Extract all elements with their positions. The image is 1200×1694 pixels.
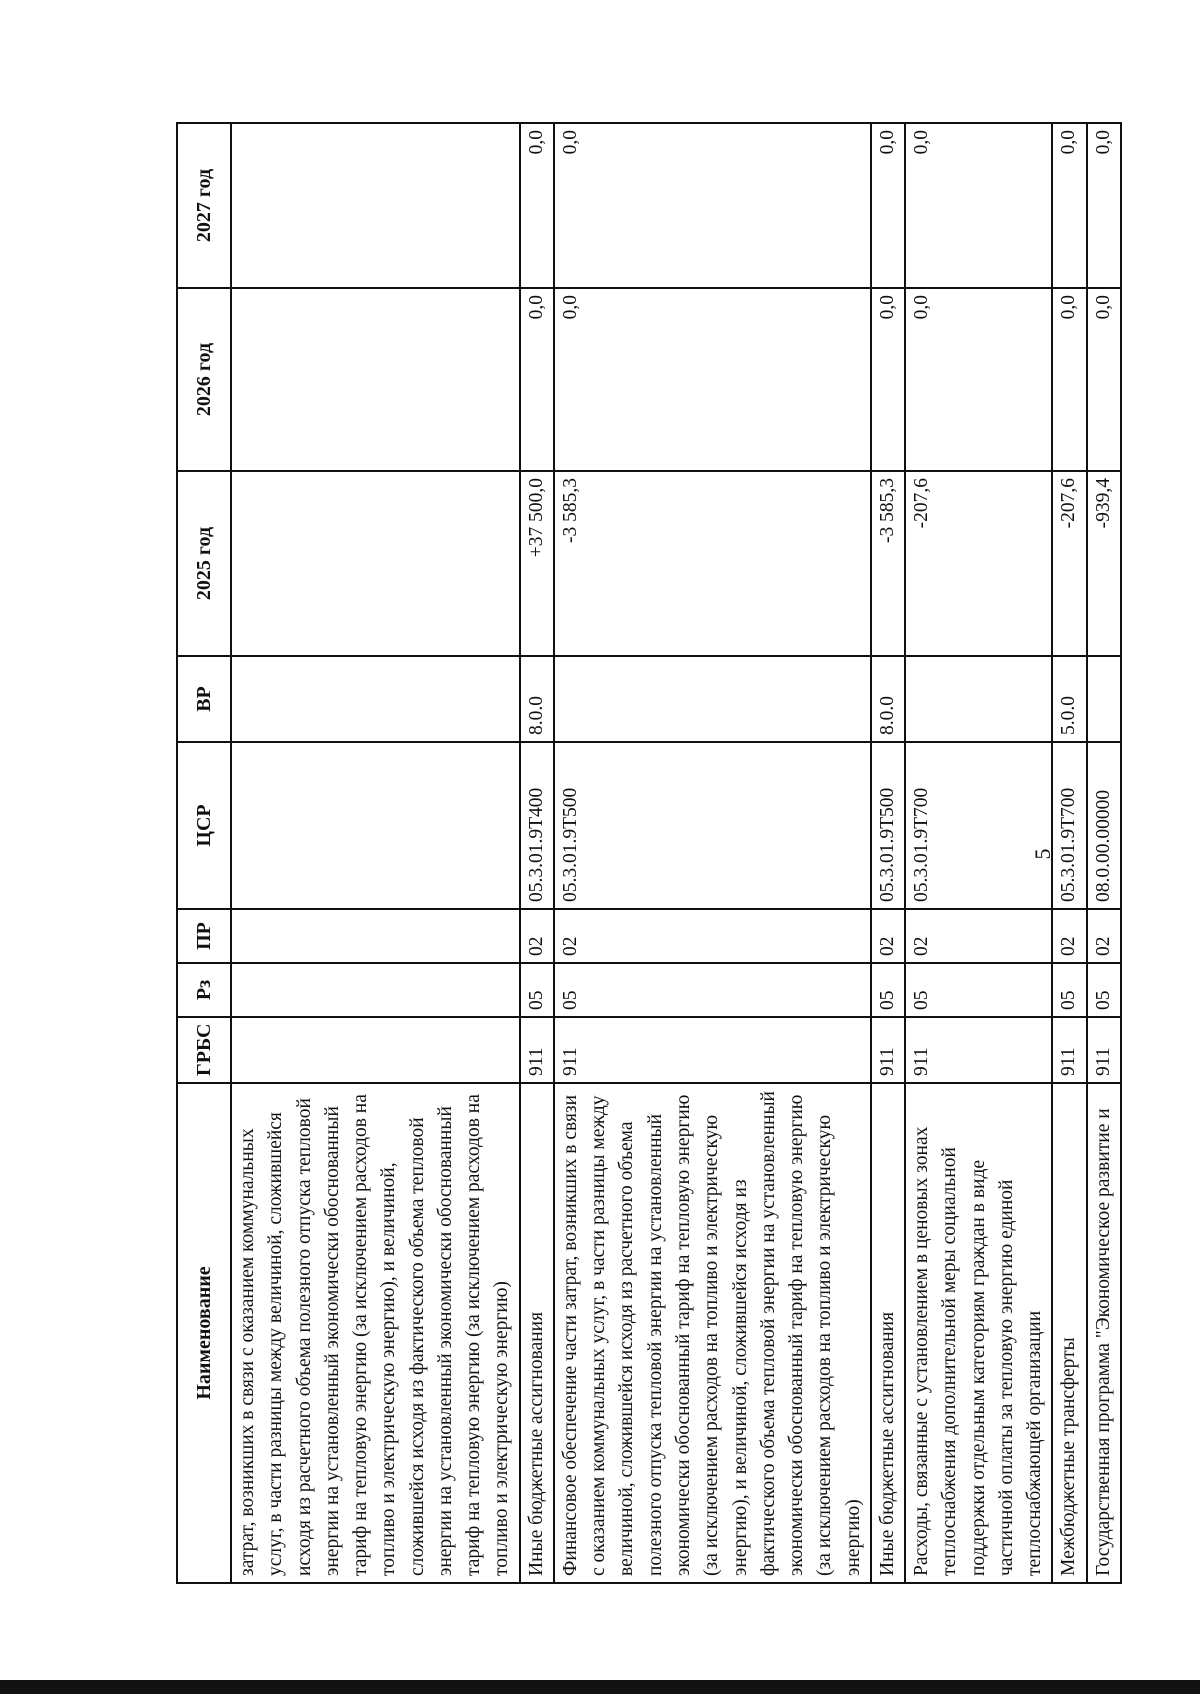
row-pr: 02 xyxy=(1052,909,1086,963)
row-csr: 05.3.01.9Т700 xyxy=(1052,742,1086,909)
row-2027: 0,0 xyxy=(871,123,905,288)
row-name: затрат, возникших в связи с оказанием коммунальных услуг, в части разницы между величиной, сложившейся исходя из расчетного объема полезного отпуска тепловой энергии на установленный экономически обоснованный тариф на тепловую энергию (за исключением расходов на топливо и электрическую энергию), и величиной, сложившейся исходя из фактического объема тепловой энергии на установленный экономически обоснованный тариф на тепловую энергию (за исключением расходов на топливо и электрическую энергию) xyxy=(231,1083,520,1583)
row-vr xyxy=(1087,656,1121,742)
row-csr: 08.0.00.00000 xyxy=(1087,742,1121,909)
row-2025: -939,4 xyxy=(1087,471,1121,656)
row-csr xyxy=(231,742,520,909)
row-csr: 05.3.01.9Т500 xyxy=(871,742,905,909)
table-header-row xyxy=(177,123,231,1583)
row-grbs: 911 xyxy=(871,1017,905,1083)
row-2025: +37 500,0 xyxy=(520,471,554,656)
header-2026: 2026 год xyxy=(177,288,231,471)
header-2025: 2025 год xyxy=(177,471,231,656)
row-2026: 0,0 xyxy=(1087,288,1121,471)
row-pr: 02 xyxy=(905,909,1052,963)
header-rz: Рз xyxy=(177,963,231,1017)
row-rz: 05 xyxy=(905,963,1052,1017)
row-2026: 0,0 xyxy=(1052,288,1086,471)
row-2026: 0,0 xyxy=(554,288,871,471)
row-2027: 0,0 xyxy=(1052,123,1086,288)
table-row xyxy=(871,123,905,1583)
row-rz: 05 xyxy=(554,963,871,1017)
header-vr: ВР xyxy=(177,656,231,742)
row-name: Иные бюджетные ассигнования xyxy=(871,1083,905,1583)
row-vr: 8.0.0 xyxy=(871,656,905,742)
row-2026: 0,0 xyxy=(871,288,905,471)
row-grbs: 911 xyxy=(1087,1017,1121,1083)
row-2025: -3 585,3 xyxy=(554,471,871,656)
row-2025: -207,6 xyxy=(905,471,1052,656)
row-rz: 05 xyxy=(1087,963,1121,1017)
row-2025: -207,6 xyxy=(1052,471,1086,656)
row-grbs: 911 xyxy=(905,1017,1052,1083)
header-2027: 2027 год xyxy=(177,123,231,288)
row-vr xyxy=(231,656,520,742)
row-2026: 0,0 xyxy=(905,288,1052,471)
row-vr: 5.0.0 xyxy=(1052,656,1086,742)
table-row xyxy=(520,123,554,1583)
row-name: Государственная программа "Экономическое развитие и xyxy=(1087,1083,1121,1583)
row-rz: 05 xyxy=(1052,963,1086,1017)
row-grbs xyxy=(231,1017,520,1083)
row-rz: 05 xyxy=(520,963,554,1017)
page-number: 5 xyxy=(1030,848,1055,860)
row-pr: 02 xyxy=(871,909,905,963)
row-2027: 0,0 xyxy=(554,123,871,288)
row-vr: 8.0.0 xyxy=(520,656,554,742)
header-grbs: ГРБС xyxy=(177,1017,231,1083)
row-name: Финансовое обеспечение части затрат, возникших в связи с оказанием коммунальных услуг, в части разницы между величиной, сложившейся исходя из расчетного объема полезного отпуска тепловой энергии на установленный экономически обоснованный тариф на тепловую энергию (за исключением расходов на топливо и электрическую энергию), и величиной, сложившейся исходя из фактического объема тепловой энергии на установленный экономически обоснованный тариф на тепловую энергию (за исключением расходов на топливо и электрическую энергию) xyxy=(554,1083,871,1583)
row-2026: 0,0 xyxy=(520,288,554,471)
row-name: Расходы, связанные с установлением в ценовых зонах теплоснабжения дополнительной меры социальной поддержки отдельным категориям граждан в виде частичной оплаты за тепловую энергию единой теплоснабжающей организации xyxy=(905,1083,1052,1583)
budget-table xyxy=(176,122,1122,1584)
row-2025 xyxy=(231,471,520,656)
row-pr: 02 xyxy=(520,909,554,963)
row-2027: 0,0 xyxy=(520,123,554,288)
rotated-page xyxy=(176,124,1114,1584)
table-row xyxy=(554,123,871,1583)
row-pr xyxy=(231,909,520,963)
header-csr: ЦСР xyxy=(177,742,231,909)
row-vr xyxy=(554,656,871,742)
row-pr: 02 xyxy=(1087,909,1121,963)
row-2026 xyxy=(231,288,520,471)
header-pr: ПР xyxy=(177,909,231,963)
scan-bottom-edge xyxy=(0,1680,1200,1694)
table-row xyxy=(1087,123,1121,1583)
row-name: Иные бюджетные ассигнования xyxy=(520,1083,554,1583)
row-pr: 02 xyxy=(554,909,871,963)
row-rz xyxy=(231,963,520,1017)
row-name: Межбюджетные трансферты xyxy=(1052,1083,1086,1583)
table-row xyxy=(231,123,520,1583)
row-grbs: 911 xyxy=(520,1017,554,1083)
row-grbs: 911 xyxy=(1052,1017,1086,1083)
header-name: Наименование xyxy=(177,1083,231,1583)
row-csr: 05.3.01.9Т400 xyxy=(520,742,554,909)
row-rz: 05 xyxy=(871,963,905,1017)
table-row xyxy=(1052,123,1086,1583)
row-2027: 0,0 xyxy=(905,123,1052,288)
row-csr: 05.3.01.9Т500 xyxy=(554,742,871,909)
row-grbs: 911 xyxy=(554,1017,871,1083)
row-2027: 0,0 xyxy=(1087,123,1121,288)
row-2025: -3 585,3 xyxy=(871,471,905,656)
row-2027 xyxy=(231,123,520,288)
row-csr: 05.3.01.9Т700 xyxy=(905,742,1052,909)
